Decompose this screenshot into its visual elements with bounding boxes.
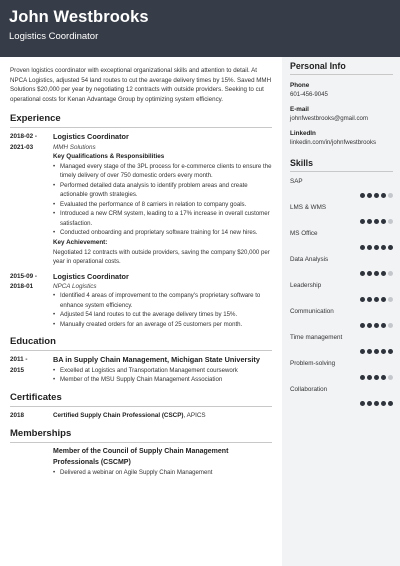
- resume-header: [0, 0, 400, 57]
- skill-dot-filled: [367, 193, 372, 198]
- certificate-issuer: , APICS: [183, 411, 206, 419]
- skill-name: SAP: [290, 178, 303, 185]
- skill-dot-filled: [381, 271, 386, 276]
- skill-dot-filled: [367, 401, 372, 406]
- education-entry: [10, 355, 272, 385]
- skill-level-dots: [360, 375, 393, 380]
- experience-heading: Experience: [10, 113, 272, 128]
- phone-label: Phone: [290, 82, 310, 89]
- skill-dot-filled: [367, 349, 372, 354]
- skill-name: Communication: [290, 308, 334, 315]
- skill-item: [290, 256, 393, 282]
- membership-bullet: • Delivered a webinar on Agile Supply Chain Management: [53, 468, 272, 478]
- job-entry: [10, 272, 272, 330]
- job-bullets: [53, 291, 272, 329]
- job-dates: [10, 272, 53, 330]
- job-company: NPCA Logistics: [53, 283, 97, 291]
- skill-name: Time management: [290, 334, 343, 341]
- skill-level-dots: [360, 245, 393, 250]
- skill-dot-filled: [374, 401, 379, 406]
- skill-name: Leadership: [290, 282, 322, 289]
- job-bullet: • Adjusted 54 land routes to cut the average delivery times by 15%.: [53, 310, 272, 320]
- skill-dot-filled: [360, 349, 365, 354]
- skill-dot-filled: [381, 297, 386, 302]
- skill-dot-filled: [388, 349, 393, 354]
- linkedin-block: [290, 129, 393, 147]
- education-dates: [10, 355, 53, 385]
- skill-item: [290, 334, 393, 360]
- skill-name: Collaboration: [290, 386, 328, 393]
- skill-dot-filled: [360, 219, 365, 224]
- job-date-end: 2018-01: [10, 283, 34, 291]
- skill-dot-filled: [367, 245, 372, 250]
- job-bullet: • Introduced a new CRM system, leading to a 17% increase in overall customer satisfaction.: [53, 209, 272, 228]
- job-entry: [10, 132, 272, 267]
- job-date-start: 2015-09 -: [10, 272, 37, 280]
- skill-item: [290, 282, 393, 308]
- membership-bullets: [53, 468, 272, 478]
- job-bullet: • Performed detailed data analysis to identify problem areas and create actionable growth strategies.: [53, 181, 272, 200]
- certificate-entry: [10, 411, 272, 422]
- skills-heading: Skills: [290, 158, 393, 172]
- phone-value: 601-456-9045: [290, 91, 328, 98]
- education-bullets: [53, 366, 272, 385]
- skill-dot-filled: [374, 271, 379, 276]
- linkedin-value: linkedin.com/in/johnfwestbrooks: [290, 139, 377, 146]
- skill-dot-filled: [367, 323, 372, 328]
- skill-name: MS Office: [290, 230, 318, 237]
- skills-list: [290, 178, 393, 412]
- job-bullet: • Conducted onboarding and proprietary software training for 14 new hires.: [53, 228, 272, 238]
- education-bullet: • Excelled at Logistics and Transportation Management coursework: [53, 366, 272, 376]
- skill-dot-filled: [381, 401, 386, 406]
- qualifications-heading: Key Qualifications & Responsibilities: [53, 152, 165, 160]
- email-block: [290, 105, 393, 123]
- skill-dot-filled: [360, 245, 365, 250]
- skill-dot-filled: [367, 375, 372, 380]
- membership-title: Member of the Council of Supply Chain Management Professionals (CSCMP): [53, 448, 229, 466]
- sidebar: [282, 57, 400, 566]
- skill-dot-filled: [374, 375, 379, 380]
- certificate-body: [53, 411, 272, 422]
- membership-date-spacer: [10, 447, 53, 478]
- main-column: [10, 66, 272, 478]
- email-value: johnfwestbrooks@gmail.com: [290, 115, 368, 122]
- job-body: [53, 272, 272, 330]
- skill-dot-filled: [381, 349, 386, 354]
- skill-dot-filled: [381, 193, 386, 198]
- skill-dot-filled: [360, 323, 365, 328]
- skill-item: [290, 360, 393, 386]
- skill-dot-filled: [360, 401, 365, 406]
- skill-name: LMS & WMS: [290, 204, 327, 211]
- skill-name: Problem-solving: [290, 360, 336, 367]
- skill-item: [290, 386, 393, 412]
- skill-dot-filled: [374, 219, 379, 224]
- skill-dot-filled: [388, 401, 393, 406]
- job-bullet: • Identified 4 areas of improvement to the company's proprietary software to enhance system efficiency.: [53, 291, 272, 310]
- memberships-heading: Memberships: [10, 428, 272, 443]
- skill-dot-filled: [374, 349, 379, 354]
- candidate-name: John Westbrooks: [9, 8, 149, 26]
- education-bullet: • Member of the MSU Supply Chain Management Association: [53, 375, 272, 385]
- skill-dot-filled: [360, 193, 365, 198]
- skill-dot-filled: [381, 219, 386, 224]
- job-bullet: • Managed every stage of the 3PL process for e-commerce clients to ensure the timely delivery of over 750 domestic orders every month.: [53, 162, 272, 181]
- email-label: E-mail: [290, 106, 309, 113]
- education-date-end: 2015: [10, 366, 25, 374]
- personal-info-heading: Personal Info: [290, 61, 393, 75]
- skill-dot-empty: [388, 271, 393, 276]
- certificates-heading: Certificates: [10, 392, 272, 407]
- skill-dot-filled: [381, 375, 386, 380]
- skill-dot-empty: [388, 297, 393, 302]
- skill-dot-filled: [374, 297, 379, 302]
- skill-dot-empty: [388, 323, 393, 328]
- skill-level-dots: [360, 271, 393, 276]
- achievement-text: Negotiated 12 contracts with outside providers, saving the company $20,000 per year in operational costs.: [53, 248, 270, 266]
- skill-name: Data Analysis: [290, 256, 329, 263]
- job-bullet: • Evaluated the performance of 8 carriers in relation to company goals.: [53, 200, 272, 210]
- job-date-end: 2021-03: [10, 143, 34, 151]
- job-company: MMH Solutions: [53, 143, 96, 151]
- skill-dot-filled: [367, 271, 372, 276]
- skill-level-dots: [360, 349, 393, 354]
- certificate-name: Certified Supply Chain Professional (CSCP): [53, 411, 184, 419]
- skill-level-dots: [360, 323, 393, 328]
- job-title: Logistics Coordinator: [53, 271, 129, 281]
- skill-dot-filled: [360, 375, 365, 380]
- profile-summary: Proven logistics coordinator with exceptional organizational skills and attention to detail. At NPCA Logistics, adjusted 54 land routes to cut the average delivery times by 15%. Saved MMH Solutions $20,000 per year by negotiating 12 contracts with outside providers. Seeking to cut operational costs for Kenan Advantage Group by optimizing system efficiency.: [10, 67, 272, 103]
- job-bullet: • Manually created orders for an average of 25 customers per month.: [53, 320, 272, 330]
- skill-dot-filled: [367, 219, 372, 224]
- membership-entry: [10, 447, 272, 478]
- skill-level-dots: [360, 193, 393, 198]
- skill-item: [290, 204, 393, 230]
- education-heading: Education: [10, 336, 272, 351]
- job-dates: [10, 132, 53, 267]
- skill-dot-filled: [381, 245, 386, 250]
- job-title: Logistics Coordinator: [53, 132, 129, 142]
- linkedin-label: LinkedIn: [290, 130, 316, 137]
- job-body: [53, 132, 272, 267]
- candidate-title: Logistics Coordinator: [9, 31, 99, 42]
- skill-level-dots: [360, 297, 393, 302]
- skill-dot-filled: [360, 271, 365, 276]
- job-bullets: [53, 162, 272, 238]
- skill-item: [290, 178, 393, 204]
- skill-dot-empty: [388, 375, 393, 380]
- phone-block: [290, 81, 393, 99]
- certificate-date: 2018: [10, 411, 25, 419]
- job-date-start: 2018-02 -: [10, 133, 37, 141]
- skill-dot-filled: [388, 245, 393, 250]
- skill-dot-filled: [374, 245, 379, 250]
- skill-dot-filled: [374, 323, 379, 328]
- skill-level-dots: [360, 219, 393, 224]
- skill-dot-filled: [374, 193, 379, 198]
- education-date-start: 2011 -: [10, 356, 28, 364]
- membership-body: [53, 447, 272, 478]
- skill-item: [290, 230, 393, 256]
- achievement-heading: Key Achievement:: [53, 238, 108, 246]
- skill-dot-empty: [388, 219, 393, 224]
- skill-level-dots: [360, 401, 393, 406]
- degree-title: BA in Supply Chain Management, Michigan State University: [53, 355, 260, 365]
- skill-dot-filled: [381, 323, 386, 328]
- education-body: [53, 355, 272, 385]
- skill-dot-empty: [388, 193, 393, 198]
- skill-dot-filled: [367, 297, 372, 302]
- skill-dot-filled: [360, 297, 365, 302]
- skill-item: [290, 308, 393, 334]
